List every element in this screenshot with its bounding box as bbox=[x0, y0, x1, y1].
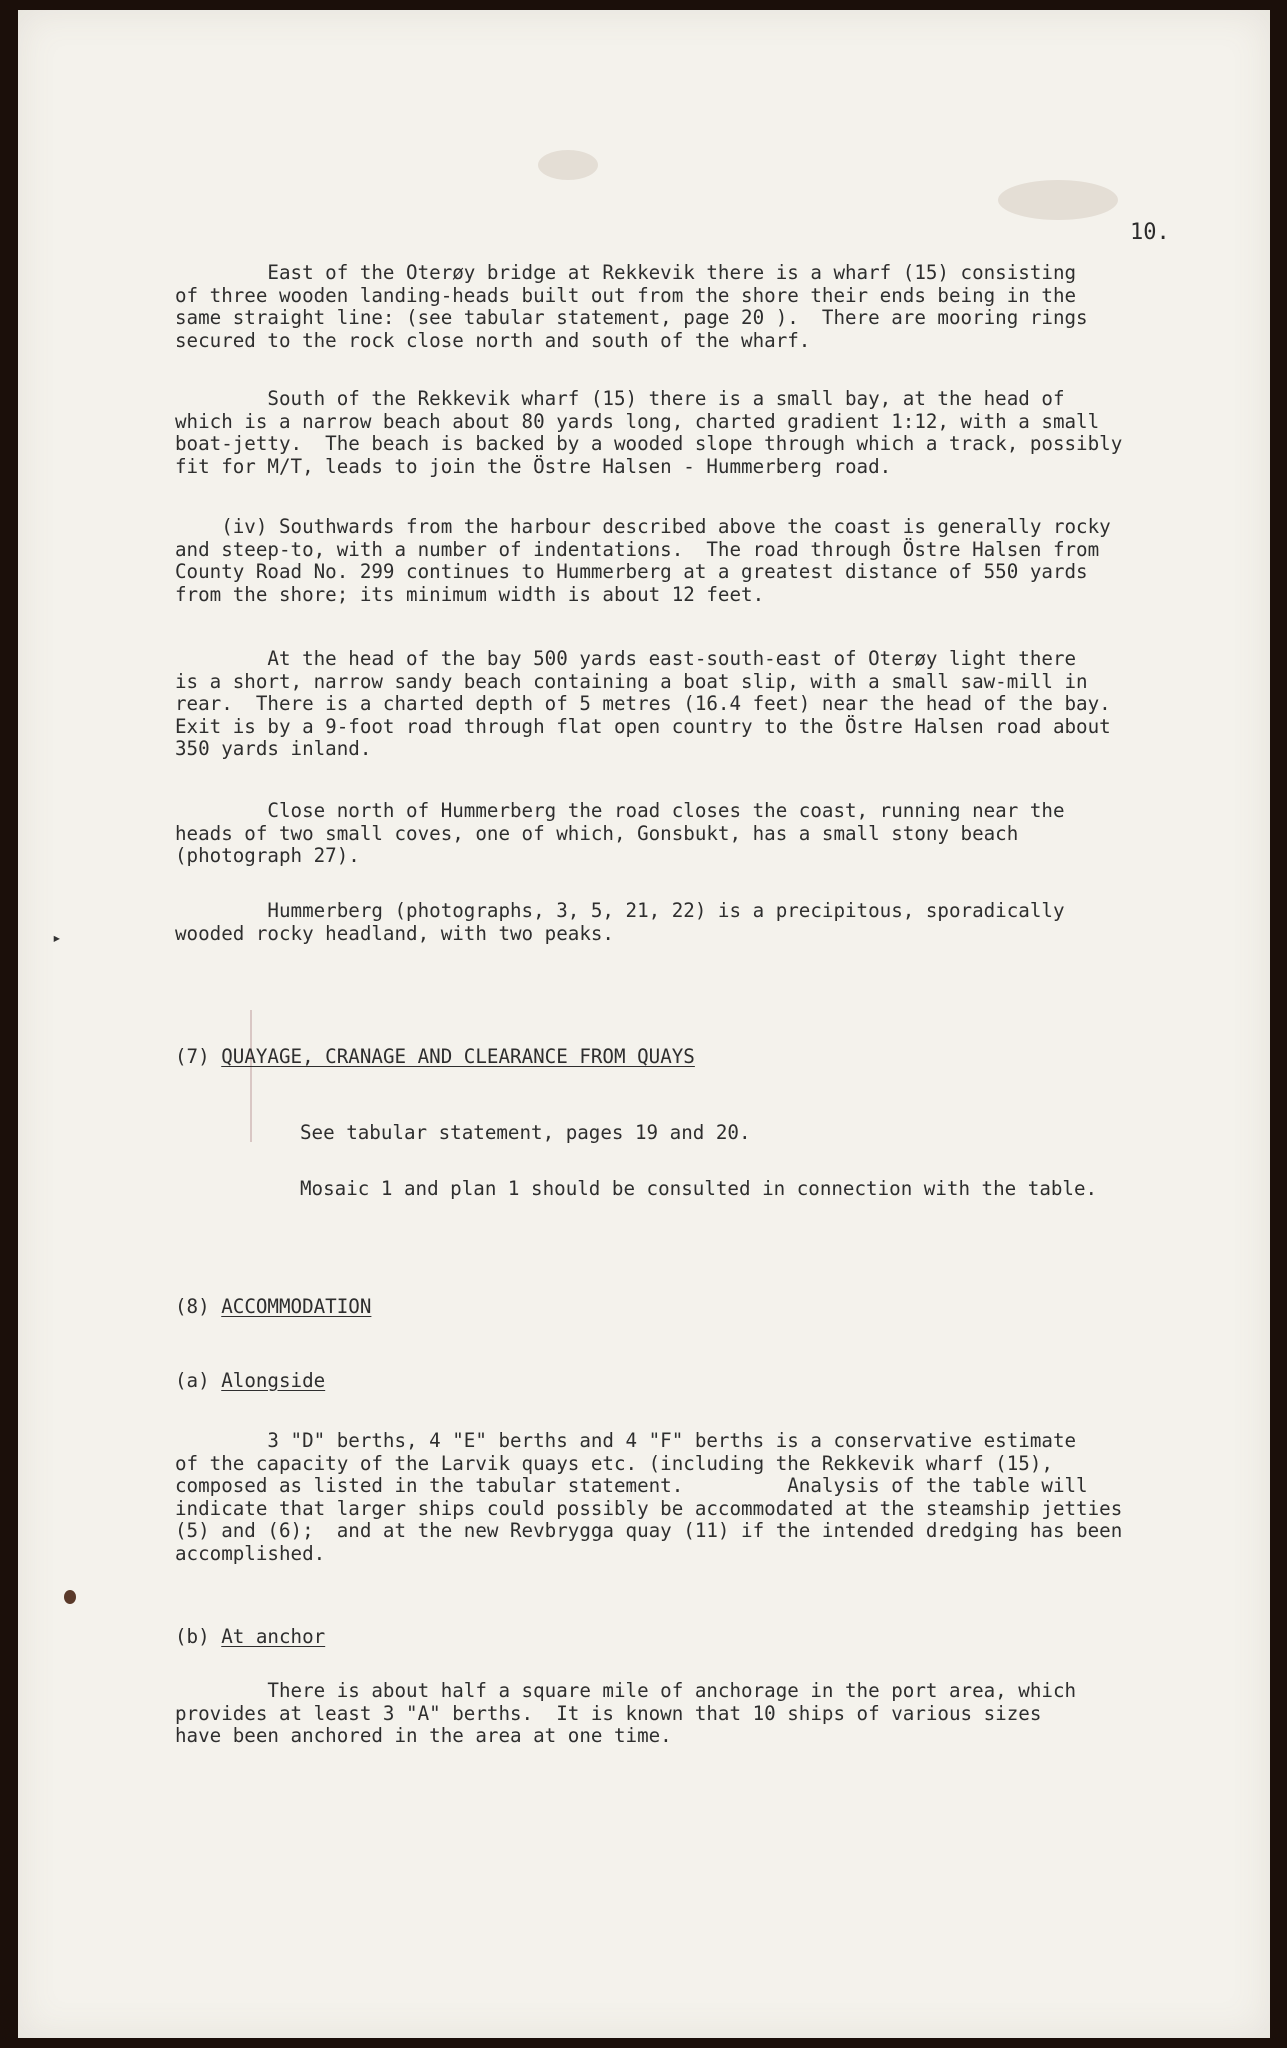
paragraph-small-bay: South of the Rekkevik wharf (15) there is a small bay, at the head of which is a narrow beach about 80 yards long, charted gradient 1:12, with a small boat-jetty. The beach is backed by a wooded slope through which a track, possibly fit for M/T, leads to join the Östre Halsen - Hummerberg road. bbox=[175, 387, 1123, 478]
quayage-mosaic-note: Mosaic 1 and plan 1 should be consulted in connection with the table. bbox=[300, 1177, 1098, 1200]
section-heading-quayage: (7) QUAYAGE, CRANAGE AND CLEARANCE FROM QUAYS bbox=[175, 1045, 695, 1068]
paragraph-sandy-beach: At the head of the bay 500 yards east-south-east of Oterøy light there is a short, narrow sandy beach containing a boat slip, with a small saw-mill in rear. There is a charted depth of 5 metres (16.4 feet) near the head of the bay. Exit is by a 9-foot road through flat open country to the Östre Halsen road about 350 yards inland. bbox=[175, 647, 1111, 760]
subheading-alongside: (a) Alongside bbox=[175, 1369, 326, 1392]
paragraph-alongside: 3 "D" berths, 4 "E" berths and 4 "F" berths is a conservative estimate of the capacity of the Larvik quays etc. (including the Rekkevik wharf (15), composed as listed in the tabular statement. Analysis of the table will indicate that larger ships could possibly be accommodated at the steamship jetties (5) and (6); and at the new Revbrygga quay (11) if the intended dredging has been accomplished. bbox=[175, 1429, 1123, 1565]
paper-stain bbox=[538, 150, 598, 180]
margin-arrow-icon: ▸ bbox=[52, 928, 62, 947]
margin-rule bbox=[250, 1010, 252, 1142]
section-heading-accommodation: (8) ACCOMMODATION bbox=[175, 1295, 372, 1318]
binding-hole-mark bbox=[64, 1590, 76, 1604]
paper-stain bbox=[998, 180, 1118, 220]
paragraph-rekkevik-wharf: East of the Oterøy bridge at Rekkevik there is a wharf (15) consisting of three wooden landing-heads built out from the shore their ends being in the same straight line: (see tabular statement, page 20 ). There are mooring rings secured to the rock close north and south of the wharf. bbox=[175, 261, 1088, 352]
paragraph-hummerberg-headland: Hummerberg (photographs, 3, 5, 21, 22) is a precipitous, sporadically wooded rocky headland, with two peaks. bbox=[175, 899, 1065, 945]
page-number: 10. bbox=[1130, 220, 1170, 245]
subheading-at-anchor: (b) At anchor bbox=[175, 1625, 326, 1648]
paragraph-southwards-coast: (iv) Southwards from the harbour described above the coast is generally rocky and steep-to, with a number of indentations. The road through Östre Halsen from County Road No. 299 continues to Hummerberg at a greatest distance of 550 yards from the shore; its minimum width is about 12 feet. bbox=[175, 515, 1111, 606]
quayage-tabular-reference: See tabular statement, pages 19 and 20. bbox=[300, 1121, 751, 1144]
paragraph-at-anchor: There is about half a square mile of anchorage in the port area, which provides at least 3 "A" berths. It is known that 10 ships of various sizes have been anchored in the area at one time. bbox=[175, 1679, 1077, 1747]
paragraph-hummerberg-road: Close north of Hummerberg the road closes the coast, running near the heads of two small coves, one of which, Gonsbukt, has a small stony beach (photograph 27). bbox=[175, 799, 1065, 867]
